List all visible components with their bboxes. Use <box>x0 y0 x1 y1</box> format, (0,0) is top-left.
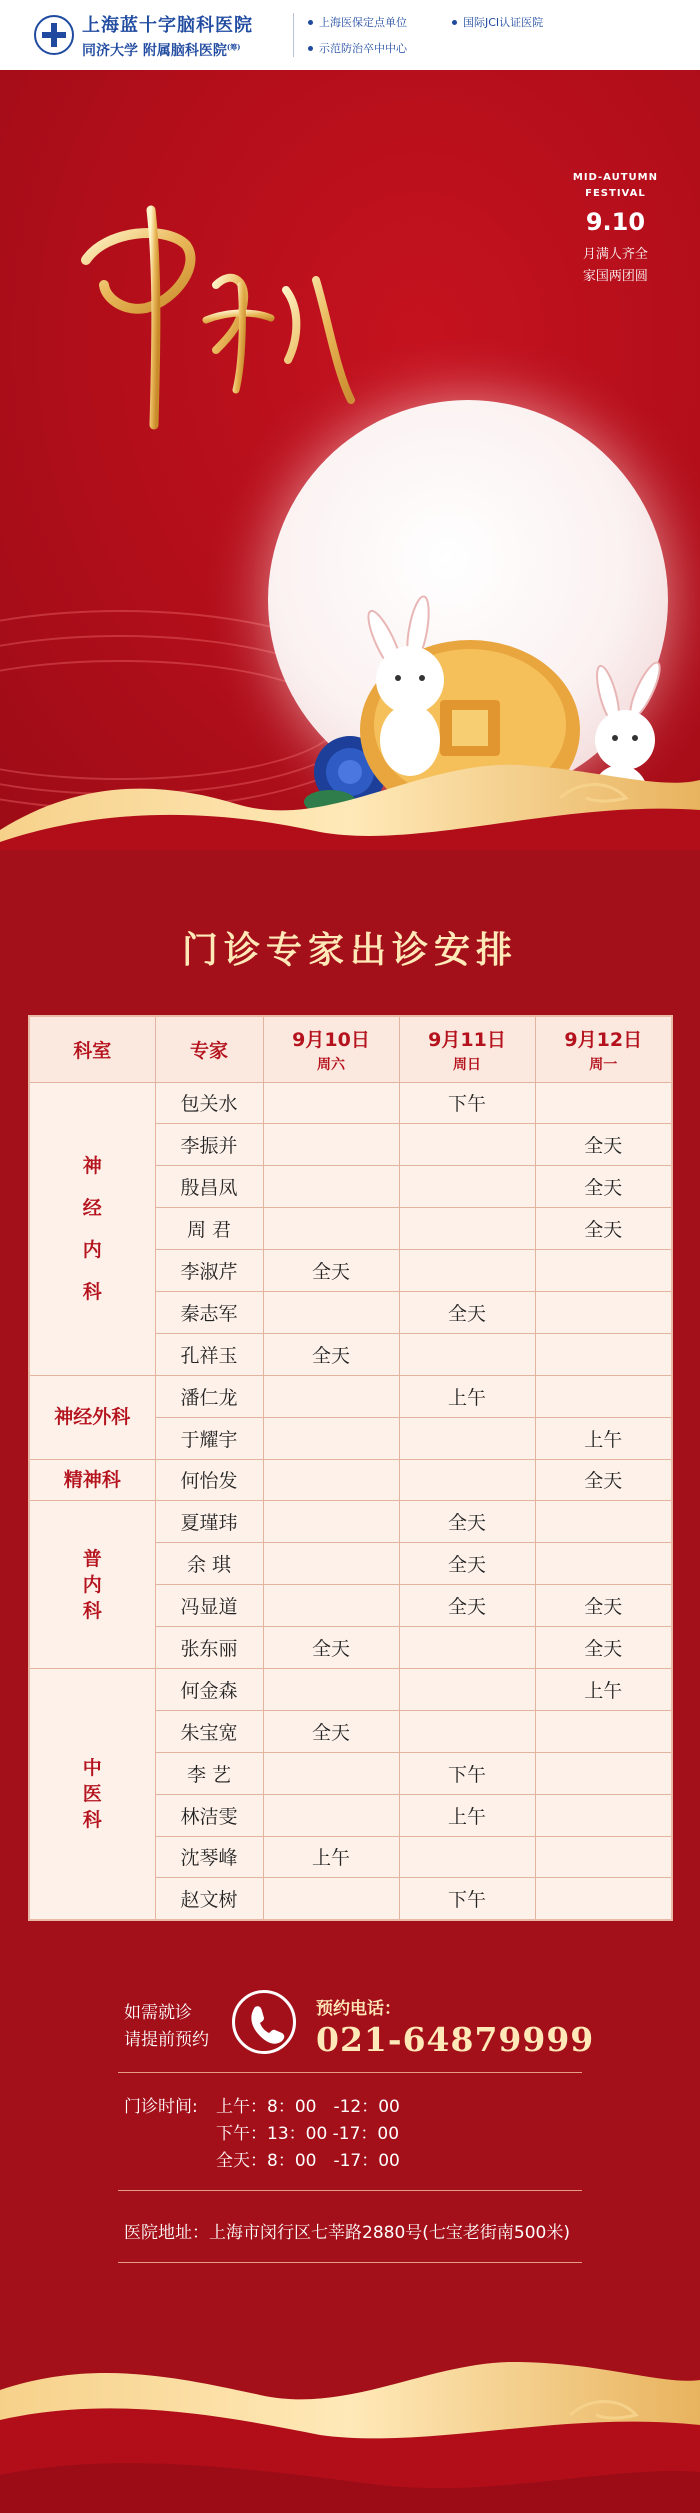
divider <box>118 2262 582 2263</box>
hospital-logo[interactable] <box>34 11 253 60</box>
hours-morning: 上午：8：00 -12：00 <box>216 2097 400 2117</box>
header-divider <box>293 13 294 57</box>
doctor-cell: 林洁雯 <box>155 1794 263 1836</box>
bullet-icon <box>308 46 313 51</box>
day1-cell <box>263 1752 399 1794</box>
day2-cell <box>399 1250 535 1292</box>
mid-autumn-calligraphy <box>66 190 366 450</box>
header-dept: 科室 <box>29 1016 155 1082</box>
doctor-cell: 张东丽 <box>155 1627 263 1669</box>
day1-cell <box>263 1208 399 1250</box>
day2-cell: 上午 <box>399 1375 535 1417</box>
day1-cell: 全天 <box>263 1333 399 1375</box>
doctor-cell: 冯显道 <box>155 1585 263 1627</box>
day1-cell <box>263 1459 399 1501</box>
day1-cell <box>263 1501 399 1543</box>
header-day-1: 9月10日 周六 <box>263 1016 399 1082</box>
day2-cell <box>399 1668 535 1710</box>
day1-cell <box>263 1166 399 1208</box>
hospital-name: 上海蓝十字脑科医院 <box>82 14 253 36</box>
day3-cell <box>535 1250 672 1292</box>
day1-cell <box>263 1585 399 1627</box>
day2-cell <box>399 1417 535 1459</box>
table-row <box>29 1501 672 1543</box>
day3-cell: 全天 <box>535 1124 672 1166</box>
phone-label: 预约电话： <box>316 1999 401 2019</box>
doctor-cell: 余 琪 <box>155 1543 263 1585</box>
mid-autumn-banner <box>0 70 700 850</box>
day3-cell: 全天 <box>535 1627 672 1669</box>
day2-cell: 上午 <box>399 1794 535 1836</box>
day3-cell: 上午 <box>535 1668 672 1710</box>
day3-cell <box>535 1333 672 1375</box>
day1-cell: 上午 <box>263 1836 399 1878</box>
day1-cell <box>263 1291 399 1333</box>
day3-cell: 全天 <box>535 1166 672 1208</box>
doctor-cell: 李淑芹 <box>155 1250 263 1292</box>
day3-cell <box>535 1752 672 1794</box>
day2-cell: 全天 <box>399 1585 535 1627</box>
day2-cell: 全天 <box>399 1501 535 1543</box>
day2-cell: 下午 <box>399 1082 535 1124</box>
day2-cell <box>399 1333 535 1375</box>
day1-cell: 全天 <box>263 1710 399 1752</box>
table-row <box>29 1082 672 1124</box>
doctor-cell: 赵文树 <box>155 1878 263 1920</box>
day3-cell: 全天 <box>535 1585 672 1627</box>
table-row <box>29 1375 672 1417</box>
day1-cell <box>263 1543 399 1585</box>
doctor-cell: 何怡发 <box>155 1459 263 1501</box>
day3-cell <box>535 1291 672 1333</box>
day2-cell: 全天 <box>399 1291 535 1333</box>
doctor-cell: 李 艺 <box>155 1752 263 1794</box>
divider <box>118 2072 582 2073</box>
golden-wave-decoration <box>0 710 700 850</box>
day2-cell <box>399 1627 535 1669</box>
festival-date: 9.10 <box>585 208 646 236</box>
doctor-cell: 潘仁龙 <box>155 1375 263 1417</box>
dept-cell: 中 医 科 <box>29 1668 155 1919</box>
day1-cell <box>263 1794 399 1836</box>
section-title: 门诊专家出诊安排 <box>181 930 518 971</box>
doctor-cell: 李振并 <box>155 1124 263 1166</box>
appointment-note: 如需就诊 请提前预约 <box>124 2003 209 2050</box>
day3-cell: 上午 <box>535 1417 672 1459</box>
header-day-2: 9月11日 周日 <box>399 1016 535 1082</box>
doctor-cell: 包关水 <box>155 1082 263 1124</box>
day1-cell <box>263 1417 399 1459</box>
day3-cell <box>535 1543 672 1585</box>
footer-wave-decoration <box>0 2300 700 2513</box>
doctor-cell: 夏瑾玮 <box>155 1501 263 1543</box>
day1-cell: 全天 <box>263 1250 399 1292</box>
doctor-cell: 孔祥玉 <box>155 1333 263 1375</box>
phone-number[interactable]: 021-64879999 <box>316 2020 595 2059</box>
day2-cell: 下午 <box>399 1752 535 1794</box>
day2-cell: 全天 <box>399 1543 535 1585</box>
dept-cell: 神 经 内 科 <box>29 1082 155 1375</box>
dept-cell: 精神科 <box>29 1459 155 1501</box>
doctor-cell: 朱宝宽 <box>155 1710 263 1752</box>
day1-cell <box>263 1375 399 1417</box>
dept-cell: 神经外科 <box>29 1375 155 1459</box>
badge-stroke-center: 示范防治卒中中心 <box>308 40 446 56</box>
day2-cell <box>399 1710 535 1752</box>
hours-allday: 全天：8：00 -17：00 <box>216 2151 400 2171</box>
header-day-3: 9月12日 周一 <box>535 1016 672 1082</box>
day3-cell <box>535 1501 672 1543</box>
doctor-cell: 沈琴峰 <box>155 1836 263 1878</box>
doctor-cell: 殷昌凤 <box>155 1166 263 1208</box>
table-row <box>29 1459 672 1501</box>
day2-cell: 下午 <box>399 1878 535 1920</box>
hours-label: 门诊时间: <box>124 2097 198 2117</box>
day3-cell <box>535 1836 672 1878</box>
day2-cell <box>399 1124 535 1166</box>
doctor-cell: 何金森 <box>155 1668 263 1710</box>
hours-afternoon: 下午：13：00 -17：00 <box>216 2124 400 2144</box>
day3-cell <box>535 1794 672 1836</box>
day2-cell <box>399 1459 535 1501</box>
doctor-cell: 秦志军 <box>155 1291 263 1333</box>
table-row <box>29 1668 672 1710</box>
bullet-icon <box>308 20 313 25</box>
hospital-address: 医院地址：上海市闵行区七莘路2880号(七宝老街南500米) <box>124 2223 570 2243</box>
day3-cell <box>535 1375 672 1417</box>
day3-cell <box>535 1082 672 1124</box>
day1-cell <box>263 1878 399 1920</box>
day1-cell <box>263 1124 399 1166</box>
table-header-row <box>29 1016 672 1082</box>
divider <box>118 2190 582 2191</box>
day3-cell: 全天 <box>535 1459 672 1501</box>
festival-caption: MID-AUTUMN FESTIVAL 9.10 月满人齐全 家国两团圆 <box>572 172 658 284</box>
day3-cell: 全天 <box>535 1208 672 1250</box>
day2-cell <box>399 1166 535 1208</box>
day1-cell <box>263 1082 399 1124</box>
dept-cell: 普 内 科 <box>29 1501 155 1669</box>
day2-cell <box>399 1208 535 1250</box>
day2-cell <box>399 1836 535 1878</box>
day3-cell <box>535 1710 672 1752</box>
header <box>0 0 700 70</box>
day1-cell <box>263 1668 399 1710</box>
badge-jci: 国际JCI认证医院 <box>452 14 592 30</box>
clinic-schedule-table <box>28 1015 673 1921</box>
hospital-badges <box>308 14 592 56</box>
hospital-affiliation: 同济大学 附属脑科医院$^{(筹)}$ <box>82 41 241 59</box>
bullet-icon <box>452 20 457 25</box>
phone-icon[interactable] <box>232 1990 296 2054</box>
badge-insurance: 上海医保定点单位 <box>308 14 446 30</box>
day1-cell: 全天 <box>263 1627 399 1669</box>
schedule-body <box>29 1082 672 1920</box>
day3-cell <box>535 1878 672 1920</box>
header-doctor: 专家 <box>155 1016 263 1082</box>
doctor-cell: 于耀宇 <box>155 1417 263 1459</box>
cross-logo-icon <box>34 15 74 55</box>
doctor-cell: 周 君 <box>155 1208 263 1250</box>
